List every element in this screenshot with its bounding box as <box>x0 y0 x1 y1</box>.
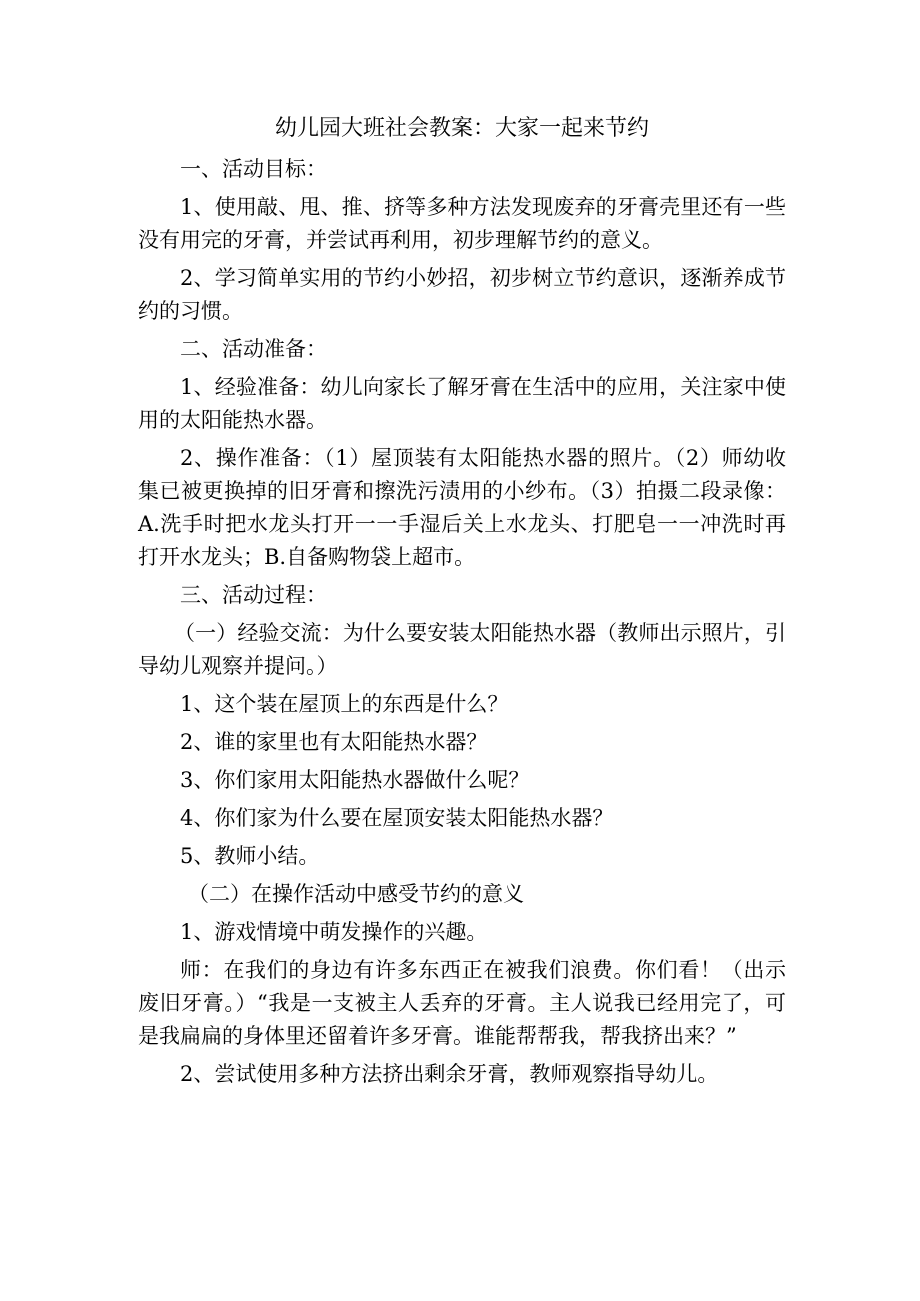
goal-1: 1、使用敲、甩、推、挤等多种方法发现废弃的牙膏壳里还有一些没有用完的牙膏，并尝试再利用，初步理解节约的意义。 <box>138 195 786 252</box>
prep-1: 1、经验准备：幼儿向家长了解牙膏在生活中的应用，关注家中使用的太阳能热水器。 <box>138 375 786 432</box>
question-3: 3、你们家用太阳能热水器做什么呢？ <box>180 768 530 792</box>
part-1-heading: （一）经验交流：为什么要安装太阳能热水器（教师出示照片，引导幼儿观察并提问。） <box>138 621 786 678</box>
prep-2: 2、操作准备：（1）屋顶装有太阳能热水器的照片。（2）师幼收集已被更换掉的旧牙膏和擦洗污渍用的小纱布。（3）拍摄二段录像：A.洗手时把水龙头打开一一手湿后关上水龙头、打肥皂一一冲洗时再打开水龙头；B.自备购物袋上超市。 <box>138 446 786 569</box>
question-5: 5、教师小结。 <box>180 844 320 868</box>
step-2: 2、尝试使用多种方法挤出剩余牙膏，教师观察指导幼儿。 <box>180 1062 719 1086</box>
question-4: 4、你们家为什么要在屋顶安装太阳能热水器？ <box>180 806 614 830</box>
goal-2: 2、学习简单实用的节约小妙招，初步树立节约意识，逐渐养成节约的习惯。 <box>138 266 786 323</box>
document-page <box>138 112 786 1096</box>
step-1: 1、游戏情境中萌发操作的兴趣。 <box>180 920 488 944</box>
question-1: 1、这个装在屋顶上的东西是什么？ <box>180 692 509 716</box>
process-heading: 三、活动过程： <box>180 583 327 607</box>
prep-heading: 二、活动准备： <box>180 337 327 361</box>
document-title: 幼儿园大班社会教案：大家一起来节约 <box>274 116 649 141</box>
question-2: 2、谁的家里也有太阳能热水器？ <box>180 730 488 754</box>
goals-heading: 一、活动目标： <box>180 157 327 181</box>
teacher-line: 师：在我们的身边有许多东西正在被我们浪费。你们看！（出示废旧牙膏。）“我是一支被主人丢弃的牙膏。主人说我已经用完了，可是我扁扁的身体里还留着许多牙膏。谁能帮帮我，帮我挤出来？” <box>138 958 786 1048</box>
part-2-heading: （二）在操作活动中感受节约的意义 <box>188 882 524 906</box>
